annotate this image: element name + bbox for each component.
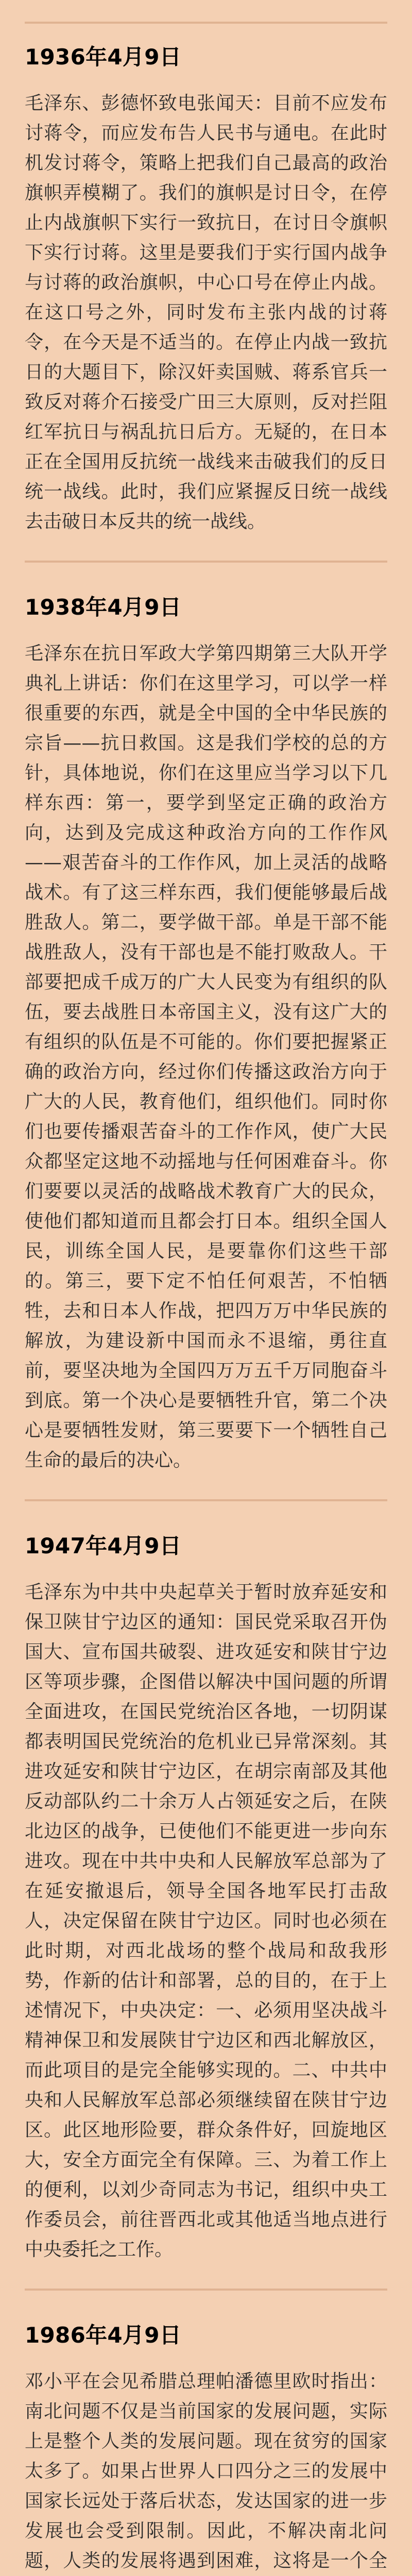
top-divider [25,22,387,24]
section-paragraph: 毛泽东、彭德怀致电张闻天：目前不应发布讨蒋令，而应发布告人民书与通电。在此时机发讨蒋令，策略上把我们自己最高的政治旗帜弄模糊了。我们的旗帜是讨日令，在停止内战旗帜下实行一致抗日，在讨日令旗帜下实行讨蒋。这里是要我们于实行国内战争与讨蒋的政治旗帜，中心口号在停止内战。在这口号之外，同时发布主张内战的讨蒋令，在今天是不适当的。在停止内战一致抗日的大题目下，除汉奸卖国贼、蒋系官兵一致反对蒋介石接受广田三大原则，反对拦阻红军抗日与祸乱抗日后方。无疑的，在日本正在全国用反抗统一战线来击破我们的反日统一战线。此时，我们应紧握反日统一战线去击破日本反共的统一战线。 [25,93,387,532]
section-title: 1986年4月9日 [25,2323,182,2348]
section-1986 [25,2320,387,2576]
section-title: 1947年4月9日 [25,1533,182,1558]
section-paragraph: 毛泽东为中共中央起草关于暂时放弃延安和保卫陕甘宁边区的通知：国民党采取召开伪国大、宣布国共破裂、进攻延安和陕甘宁边区等项步骤，企图借以解决中国问题的所谓全面进攻，在国民党统治区各地，一切阴谋都表明国民党统治的危机业已异常深刻。其进攻延安和陕甘宁边区，在胡宗南部及其他反动部队约二十余万人占领延安之后，在陕北边区的战争，已使他们不能更进一步向东进攻。现在中共中央和人民解放军总部为了在延安撤退后，领导全国各地军民打击敌人，决定保留在陕甘宁边区。同时也必须在此时期，对西北战场的整个战局和敌我形势，作新的估计和部署，总的目的，在于上述情况下，中央决定：一、必须用坚决战斗精神保卫和发展陕甘宁边区和西北解放区，而此项目的是完全能够实现的。二、中共中央和人民解放军总部必须继续留在陕甘宁边区。此区地形险要，群众条件好，回旋地区大，安全方面完全有保障。三、为着工作上的便利，以刘少奇同志为书记，组织中央工作委员会，前往晋西北或其他适当地点进行中央委托之工作。 [25,1582,387,2260]
section-1947 [25,1531,387,2291]
section-1938 [25,592,387,1501]
section-title: 1938年4月9日 [25,595,182,620]
section-1936 [25,42,387,563]
section-paragraph: 毛泽东在抗日军政大学第四期第三大队开学典礼上讲话：你们在这里学习，可以学一样很重要的东西，就是全中国的全中华民族的宗旨——抗日救国。这是我们学校的总的方针，具体地说，你们在这里应当学习以下几样东西：第一，要学到坚定正确的政治方向，达到及完成这种政治方向的工作作风——艰苦奋斗的工作作风，加上灵活的战略战术。有了这三样东西，我们便能够最后战胜敌人。第二，要学做干部。单是干部不能战胜敌人，没有干部也是不能打败敌人。干部要把成千成万的广大人民变为有组织的队伍，要去战胜日本帝国主义，没有这广大的有组织的队伍是不可能的。你们要把握紧正确的政治方向，经过你们传播这政治方向于广大的人民，教育他们，组织他们。同时你们也要传播艰苦奋斗的工作作风，使广大民众都坚定这地不动摇地与任何困难奋斗。你们要要以灵活的战略战术教育广大的民众，使他们都知道而且都会打日本。组织全国人民，训练全国人民，是要靠你们这些干部的。第三，要下定不怕任何艰苦，不怕牺牲，去和日本人作战，把四万万中华民族的解放，为建设新中国而永不退缩，勇往直前，要坚决地为全国四万万五千万同胞奋斗到底。第一个决心是要牺牲升官，第二个决心是要牺牲发财，第三要要下一个牺牲自己生命的最后的决心。 [25,643,387,1471]
section-title: 1936年4月9日 [25,44,182,70]
section-paragraph: 邓小平在会见希腊总理帕潘德里欧时指出：南北问题不仅是当前国家的发展问题，实际上是整个人类的发展问题。现在贫穷的国家太多了。如果占世界人口四分之三的发展中国家长远处于落后状态，发达国家的进一步发展也会受到限制。因此，不解决南北问题，人类的发展将遇到困难，这将是一个全 [25,2371,387,2571]
